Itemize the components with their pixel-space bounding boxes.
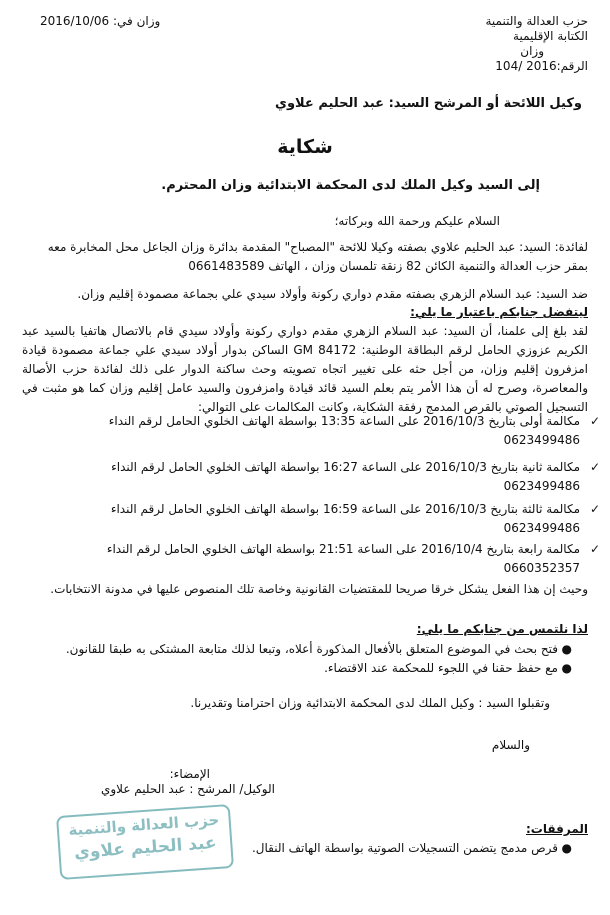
party-name: حزب العدالة والتنمية [485, 14, 588, 28]
call-item [30, 540, 600, 578]
beneficiary-paragraph: لفائدة: السيد: عبد الحليم علاوي بصفته وكيلا للائحة "المصباح" المقدمة بدائرة وزان الجاعل محل المخابرة معه بمقر حزب العدالة والتنمية الكائن 82 زنقة تلمسان وزان ، الهاتف 0661483589 [47, 240, 588, 273]
bullet-icon: ● [561, 661, 572, 675]
check-icon: ✓ [589, 502, 600, 516]
reference-number: الرقم:2016 /104 [495, 59, 588, 73]
closing-line: وتقبلوا السيد : وكيل الملك لدى المحكمة الابتدائية وزان احترامنا وتقديرنا. [190, 696, 550, 710]
addressee-line: وكيل اللائحة أو المرشح السيد: عبد الحليم علاوي [275, 96, 582, 111]
call-description: مكالمة رابعة بتاريخ 2016/10/4 على الساعة 21:51 بواسطة الهاتف الخلوي الحامل لرقم النداء [106, 542, 580, 556]
party-stamp [56, 804, 234, 880]
request-item: ● مع حفظ حقنا في اللجوء للمحكمة عند الاقتضاء. [38, 659, 558, 678]
call-number: 0623499486 [503, 521, 580, 535]
bullet-icon: ● [561, 642, 572, 656]
letterhead [388, 14, 588, 74]
secretariat-name: الكتابة الإقليمية [513, 29, 588, 43]
attachments-heading: المرفقات: [526, 822, 588, 836]
attachment-item: ● قرص مدمج يتضمن التسجيلات الصوتية بواسطة الهاتف النقال. [218, 839, 558, 858]
bullet-icon: ● [561, 841, 572, 855]
call-item [30, 458, 600, 496]
call-number: 0623499486 [503, 479, 580, 493]
city-name: وزان [520, 44, 544, 58]
against-paragraph: ضد السيد: عبد السلام الزهري بصفته مقدم دواري ركونة وأولاد سيدي علي بجماعة مصمودة إقليم وزان. [77, 287, 588, 301]
letter-date: وزان في: 2016/10/06 [40, 14, 161, 28]
stamp-party: حزب العدالة والتنمية [67, 810, 220, 840]
check-icon: ✓ [589, 460, 600, 474]
salam: والسلام [491, 738, 530, 752]
call-number: 0660352357 [503, 561, 580, 575]
call-description: مكالمة أولى بتاريخ 2016/10/3 على الساعة 13:35 بواسطة الهاتف الخلوي الحامل لرقم النداء [108, 414, 580, 428]
request-item: ● فتح بحث في الموضوع المتعلق بالأفعال المذكورة أعلاه، وتبعا لذلك متابعة المشتكى به طبقا للقانون. [38, 640, 558, 659]
greeting: السلام عليكم ورحمة الله وبركاته؛ [334, 214, 500, 228]
check-icon: ✓ [589, 414, 600, 428]
request-heading: لذا نلتمس من جنابكم ما يلي: [416, 622, 588, 636]
signature-label: الإمضاء: [169, 767, 210, 781]
signatory-name: الوكيل/ المرشح : عبد الحليم علاوي [100, 782, 275, 796]
body-paragraph: لقد بلغ إلى علمنا، أن السيد: عبد السلام الزهري مقدم دواري ركونة وأولاد سيدي قام بالاتصال هاتفيا بالسيد عبد الكريم عزوزي الحامل لرقم البطاقة الوطنية: GM 84172 الساكن بدوار أولاد سيدي علي جماعة مصمودة قيادة امزفرون إقليم وزان، من أجل حثه على تغيير اتجاه تصويته وحث ساكنة الدوار على ذلك لفائدة حزب الأصالة والمعاصرة، وصرح له أن هذا الأمر يتم بعلم السيد قائد قيادة وامزفرون والسيد عامل إقليم وزان كما هو مثبت في التسجيل الصوتي بالقرص المدمج رفقة الشكاية، وكانت المكالمات على التوالي: [22, 324, 589, 414]
whereas-paragraph: وحيث إن هذا الفعل يشكل خرقا صريحا للمقتضيات القانونية وخاصة تلك المنصوص عليها في مدونة الانتخابات. [50, 582, 588, 596]
intro-heading: ليتفضل جنابكم باعتبار ما يلي: [410, 305, 588, 319]
call-item [30, 500, 600, 538]
call-description: مكالمة ثانية بتاريخ 2016/10/3 على الساعة 16:27 بواسطة الهاتف الخلوي الحامل لرقم النداء [111, 460, 580, 474]
document-title: شكاية [277, 136, 333, 158]
call-item [30, 412, 600, 450]
call-number: 0623499486 [503, 433, 580, 447]
stamp-name: عبد الحليم علاوي [73, 833, 218, 863]
call-description: مكالمة ثالثة بتاريخ 2016/10/3 على الساعة 16:59 بواسطة الهاتف الخلوي الحامل لرقم النداء [110, 502, 580, 516]
recipient-line: إلى السيد وكيل الملك لدى المحكمة الابتدائية وزان المحترم. [161, 178, 540, 193]
check-icon: ✓ [589, 542, 600, 556]
